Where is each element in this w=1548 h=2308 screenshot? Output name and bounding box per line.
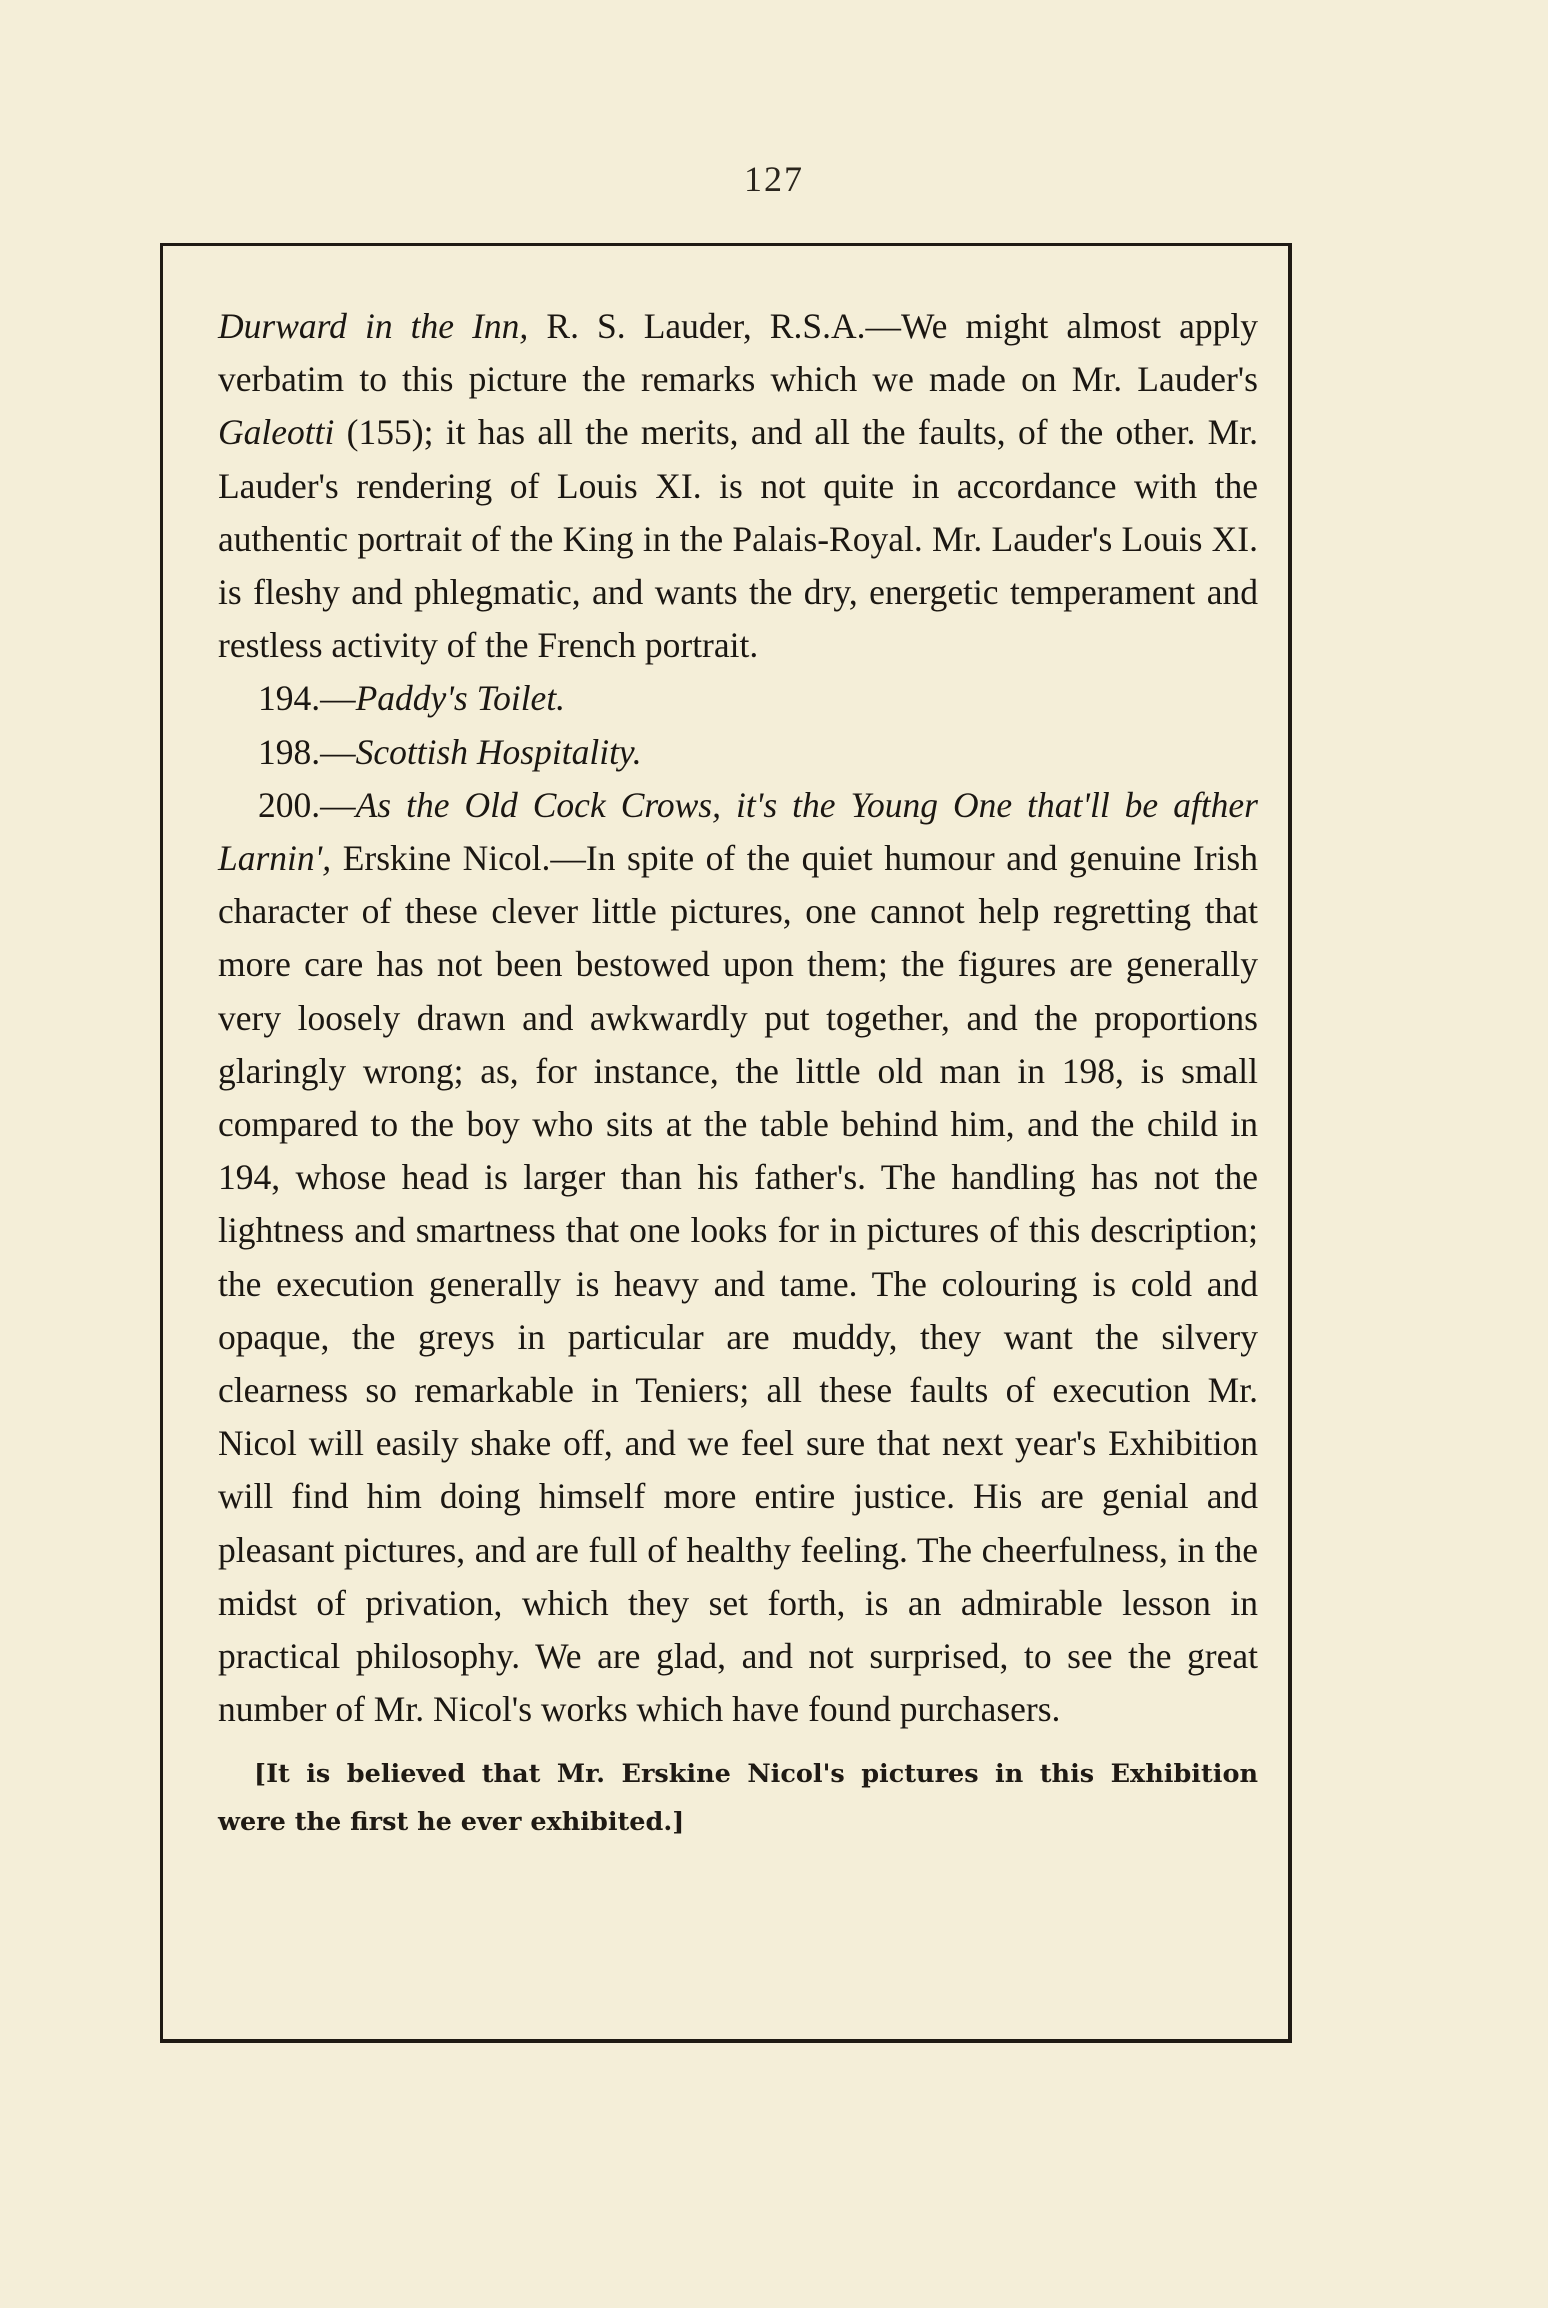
paragraph-text: R. S. Lauder, R.S.A.—We might almost apply verbatim to this picture the remarks which we made on Mr. Lauder's	[218, 306, 1258, 400]
entry-number: 194.—	[258, 678, 356, 719]
picture-title: Paddy's Toilet.	[355, 678, 566, 719]
paragraph-text: Erskine Nicol.—In spite of the quiet humour and genuine Irish character of these clever little pictures, one cannot help regretting that more care has not been bestowed upon them; the figures are generally very loosely drawn and awkwardly put together, and the proportions glaringly wrong; as, for instance, the little old man in 198, is small compared to the boy who sits at the table behind him, and the child in 194, whose head is larger than his father's. The handling has not the lightness and smartness that one looks for in pictures of this description; the execution generally is heavy and tame. The colouring is cold and opaque, the greys in particular are muddy, they want the silvery clearness so remarkable in Teniers; all these faults of execution Mr. Nicol will easily shake off, and we feel sure that next year's Exhibition will find him doing himself more entire justice. His are genial and pleasant pictures, and are full of healthy feeling. The cheerfulness, in the midst of privation, which they set forth, is an admirable lesson in practical philosophy. We are glad, and not surprised, to see the great number of Mr. Nicol's works which have found purchasers.	[218, 838, 1258, 1730]
picture-title: Scottish Hospitality.	[355, 731, 642, 772]
picture-title: As the Old Cock Crows, it's the Young One that'll be afther Larnin',	[218, 784, 1258, 879]
entry-194	[218, 672, 1258, 725]
body-text	[218, 300, 1258, 1846]
entry-200	[218, 779, 1258, 1737]
entry-198	[218, 726, 1258, 779]
entry-number: 200.—	[258, 784, 356, 825]
reference-title: Galeotti	[218, 412, 335, 453]
paragraph-durward	[218, 300, 1258, 672]
paragraph-text: (155); it has all the merits, and all the faults, of the other. Mr. Lauder's rendering of Louis XI. is not quite in accordance with the authentic portrait of the King in the Palais-Royal. Mr. Lauder's Louis XI. is fleshy and phlegmatic, and wants the dry, energetic temperament and restless activity of the French portrait.	[218, 412, 1258, 666]
page-number: 127	[744, 159, 804, 199]
picture-title: Durward in the Inn,	[218, 306, 529, 346]
editorial-note: [It is believed that Mr. Erskine Nicol's pictures in this Exhibition were the first he ever exhibited.]	[218, 1759, 1258, 1838]
entry-number: 198.—	[258, 731, 356, 772]
